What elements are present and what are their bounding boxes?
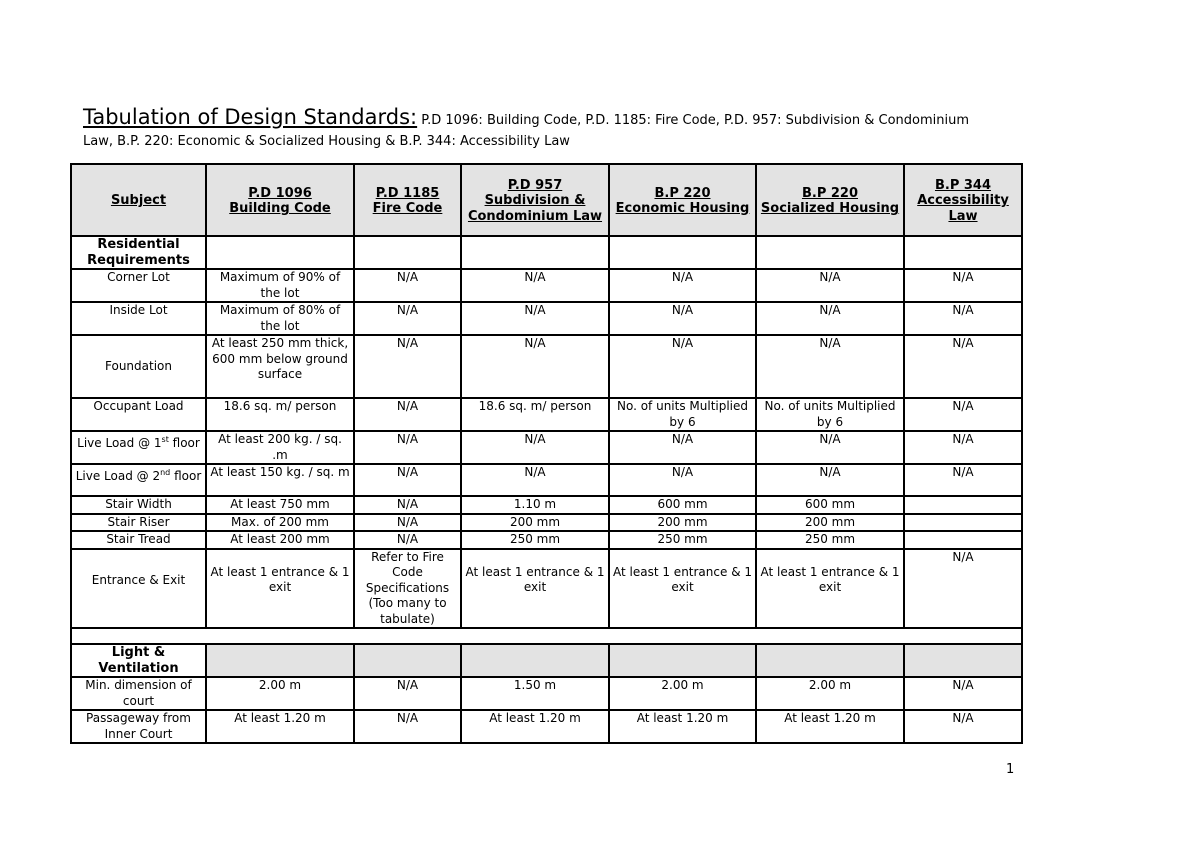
page-subtitle-line2: Law, B.P. 220: Economic & Socialized Housing & B.P. 344: Accessibility Law xyxy=(83,134,570,149)
table-cell: N/A xyxy=(756,464,904,496)
table-cell: Stair Tread xyxy=(71,531,206,549)
table-cell: 200 mm xyxy=(461,514,609,532)
table-cell: N/A xyxy=(609,464,756,496)
table-cell xyxy=(461,236,609,269)
table-cell: At least 250 mm thick, 600 mm below ground surface xyxy=(206,335,354,398)
table-cell: 250 mm xyxy=(609,531,756,549)
table-row xyxy=(71,549,1022,629)
table-row xyxy=(71,496,1022,514)
table-cell: Corner Lot xyxy=(71,269,206,302)
table-cell xyxy=(904,644,1022,677)
table-cell: 250 mm xyxy=(461,531,609,549)
table-row xyxy=(71,398,1022,431)
table-row xyxy=(71,335,1022,398)
table-row xyxy=(71,431,1022,464)
table-cell xyxy=(461,644,609,677)
table-cell: N/A xyxy=(904,464,1022,496)
table-cell: Min. dimension of court xyxy=(71,677,206,710)
table-cell xyxy=(904,514,1022,532)
table-cell: N/A xyxy=(354,531,461,549)
table-cell xyxy=(756,644,904,677)
table-cell: At least 1.20 m xyxy=(756,710,904,743)
table-cell xyxy=(206,236,354,269)
table-cell: N/A xyxy=(609,302,756,335)
table-cell: N/A xyxy=(904,335,1022,398)
table-cell: N/A xyxy=(904,398,1022,431)
table-cell: N/A xyxy=(461,464,609,496)
table-cell: Max. of 200 mm xyxy=(206,514,354,532)
table-cell: At least 1.20 m xyxy=(206,710,354,743)
table-cell: Occupant Load xyxy=(71,398,206,431)
table-cell: 1.50 m xyxy=(461,677,609,710)
col-header-pd1185: P.D 1185 Fire Code xyxy=(354,164,461,236)
table-row xyxy=(71,302,1022,335)
table-cell: N/A xyxy=(756,302,904,335)
table-cell xyxy=(904,496,1022,514)
page-title-block xyxy=(83,106,1093,151)
table-cell: N/A xyxy=(461,302,609,335)
table-cell xyxy=(206,644,354,677)
table-cell: Stair Width xyxy=(71,496,206,514)
table-cell: N/A xyxy=(354,431,461,464)
col-header-pd1096: P.D 1096 Building Code xyxy=(206,164,354,236)
table-cell: N/A xyxy=(756,335,904,398)
table-cell: N/A xyxy=(354,496,461,514)
table-cell xyxy=(609,236,756,269)
table-cell: Refer to Fire Code Specifications (Too many to tabulate) xyxy=(354,549,461,629)
table-cell: N/A xyxy=(904,549,1022,629)
table-cell: At least 1 entrance & 1 exit xyxy=(206,549,354,629)
table-cell: At least 1 entrance & 1 exit xyxy=(756,549,904,629)
table-cell: 2.00 m xyxy=(609,677,756,710)
col-header-bp220-socialized: B.P 220 Socialized Housing xyxy=(756,164,904,236)
table-cell: No. of units Multiplied by 6 xyxy=(609,398,756,431)
table-cell: N/A xyxy=(354,335,461,398)
table-row xyxy=(71,269,1022,302)
table-cell: N/A xyxy=(461,335,609,398)
table-cell xyxy=(71,628,1022,644)
table-cell: Entrance & Exit xyxy=(71,549,206,629)
table-cell: No. of units Multiplied by 6 xyxy=(756,398,904,431)
table-cell: Live Load @ 1st floor xyxy=(71,431,206,464)
table-cell: N/A xyxy=(354,710,461,743)
section-row-light-ventilation xyxy=(71,644,1022,677)
table-cell: N/A xyxy=(904,269,1022,302)
table-cell xyxy=(354,236,461,269)
table-cell: N/A xyxy=(904,431,1022,464)
table-cell xyxy=(609,644,756,677)
table-cell xyxy=(904,531,1022,549)
table-cell: Foundation xyxy=(71,335,206,398)
table-cell: N/A xyxy=(461,431,609,464)
table-cell: N/A xyxy=(461,269,609,302)
table-cell: N/A xyxy=(904,302,1022,335)
table-cell: Stair Riser xyxy=(71,514,206,532)
table-cell: At least 1 entrance & 1 exit xyxy=(461,549,609,629)
page-title: Tabulation of Design Standards: xyxy=(83,105,418,129)
table-cell: N/A xyxy=(756,269,904,302)
table-cell: 18.6 sq. m/ person xyxy=(461,398,609,431)
table-cell: At least 150 kg. / sq. m xyxy=(206,464,354,496)
table-cell: N/A xyxy=(354,302,461,335)
table-cell: 200 mm xyxy=(609,514,756,532)
table-cell: Maximum of 90% of the lot xyxy=(206,269,354,302)
table-cell: At least 750 mm xyxy=(206,496,354,514)
table-cell: At least 200 kg. / sq. .m xyxy=(206,431,354,464)
table-cell: Passageway from Inner Court xyxy=(71,710,206,743)
table-cell: At least 1.20 m xyxy=(609,710,756,743)
table-row xyxy=(71,710,1022,743)
table-cell xyxy=(354,644,461,677)
table-row xyxy=(71,677,1022,710)
table-cell: At least 1 entrance & 1 exit xyxy=(609,549,756,629)
table-cell: N/A xyxy=(756,431,904,464)
table-cell: N/A xyxy=(354,514,461,532)
table-header-row xyxy=(71,164,1022,236)
col-header-bp344: B.P 344 Accessibility Law xyxy=(904,164,1022,236)
table-cell: N/A xyxy=(904,677,1022,710)
section-label: Residential Requirements xyxy=(71,236,206,269)
page-subtitle-line1: P.D 1096: Building Code, P.D. 1185: Fire Code, P.D. 957: Subdivision & Condominium xyxy=(417,113,969,128)
table-cell: Live Load @ 2nd floor xyxy=(71,464,206,496)
table-cell: 2.00 m xyxy=(756,677,904,710)
col-header-pd957: P.D 957 Subdivision & Condominium Law xyxy=(461,164,609,236)
table-cell: N/A xyxy=(354,464,461,496)
table-cell: 1.10 m xyxy=(461,496,609,514)
table-cell: 2.00 m xyxy=(206,677,354,710)
table-cell: At least 1.20 m xyxy=(461,710,609,743)
table-cell: 200 mm xyxy=(756,514,904,532)
table-cell: N/A xyxy=(609,335,756,398)
table-cell: 250 mm xyxy=(756,531,904,549)
spacer-row xyxy=(71,628,1022,644)
table-cell: Maximum of 80% of the lot xyxy=(206,302,354,335)
design-standards-table xyxy=(70,163,1023,744)
table-cell: 600 mm xyxy=(609,496,756,514)
table-cell: N/A xyxy=(354,398,461,431)
table-row xyxy=(71,464,1022,496)
table-cell: 18.6 sq. m/ person xyxy=(206,398,354,431)
table-cell: N/A xyxy=(904,710,1022,743)
table-cell: N/A xyxy=(609,431,756,464)
table-cell: N/A xyxy=(609,269,756,302)
table-cell: 600 mm xyxy=(756,496,904,514)
col-header-bp220-economic: B.P 220 Economic Housing xyxy=(609,164,756,236)
table-row xyxy=(71,531,1022,549)
table-cell: N/A xyxy=(354,677,461,710)
table-cell xyxy=(904,236,1022,269)
table-cell: At least 200 mm xyxy=(206,531,354,549)
table-cell: N/A xyxy=(354,269,461,302)
table-cell: Inside Lot xyxy=(71,302,206,335)
section-label: Light & Ventilation xyxy=(71,644,206,677)
page-number: 1 xyxy=(1006,762,1015,777)
col-header-subject: Subject xyxy=(71,164,206,236)
table-row xyxy=(71,514,1022,532)
section-row-residential xyxy=(71,236,1022,269)
table-cell xyxy=(756,236,904,269)
